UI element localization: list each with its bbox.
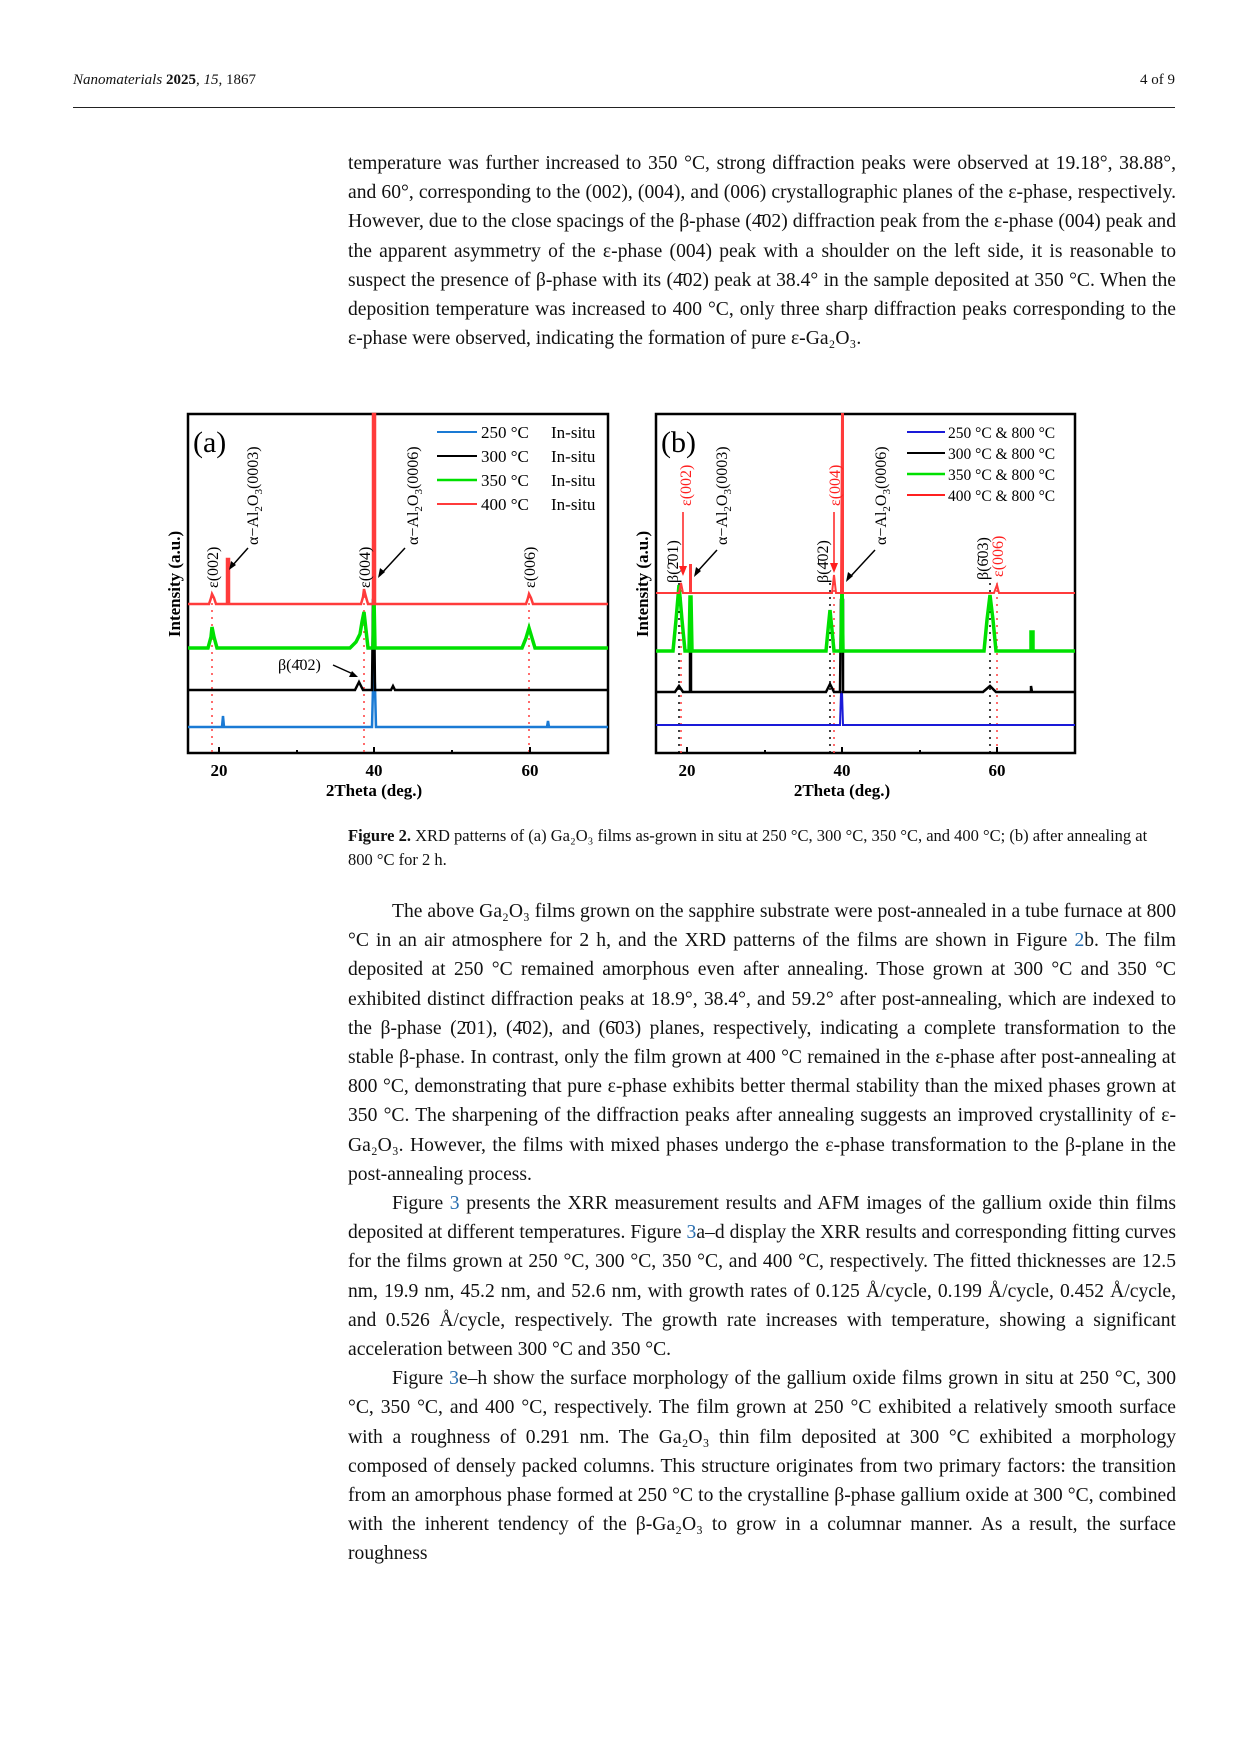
x-tick-60: 60 (521, 761, 539, 780)
journal-year: 2025 (165, 72, 196, 88)
legend-a (437, 423, 596, 514)
x-axis-label: 2Theta (deg.) (793, 781, 891, 800)
ann-e006: ε(006) (522, 546, 539, 588)
ann-e002: ε(002) (205, 546, 222, 588)
svg-text:400 °C & 800 °C: 400 °C & 800 °C (948, 488, 1056, 505)
x-axis-label: 2Theta (deg.) (325, 781, 423, 800)
svg-text:350 °C: 350 °C (481, 471, 529, 490)
ann-al2o3-0006-b: $\alpha-Al_2O_3(0006)$ (873, 446, 893, 545)
ann-b603: β(6̄03) (975, 537, 992, 580)
ann-e004: ε(004) (827, 464, 844, 506)
figure-3-link[interactable]: 3 (449, 1193, 460, 1215)
y-axis-label: Intensity (a.u.) (165, 530, 184, 638)
svg-text:400 °C: 400 °C (481, 495, 529, 514)
x-tick-60: 60 (988, 761, 1006, 780)
running-header: Nanomaterials 2025, 15, 1867 4 of 9 (73, 72, 1175, 88)
paragraph-3: Figure 3 presents the XRR measurement results and AFM images of the gallium oxide thin films deposited at different temperatures. Figure 3a–d display the XRR results and corresponding fitting curves for the films grown at 250 °C, 300 °C, 350 °C, and 400 °C, respectively. The fitted thicknesses are 12.5 nm, 19.9 nm, 45.2 nm, and 52.6 nm, with growth rates of 0.125 Å/cycle, 0.199 Å/cycle, 0.452 Å/cycle, and 0.526 Å/cycle, respectively. The growth rate increases with temperature, showing a significant acceleration between 300 °C and 350 °C. (348, 1193, 1176, 1361)
panel-label-a: (a) (193, 426, 227, 459)
paragraph-2: The above Ga₂O₃ films grown on the sapphire substrate were post-annealed in a tube furnace at 800 °C in an air atmosphere for 2 h, and the XRD patterns of the films are shown in Figure 2b. The film deposited at 250 °C remained amorphous even after annealing. Those grown at 300 °C and 350 °C exhibited distinct diffraction peaks at 18.9°, 38.4°, and 59.2° after post-annealing, which are indexed to the β-phase (2̄01), (4̄02), and (6̄03) planes, respectively, indicating a complete transformation to the stable β-phase. In contrast, only the film grown at 400 °C remained in the ε-phase after post-annealing at 800 °C, demonstrating that pure ε-phase exhibits better thermal stability than the mixed phases grown at 350 °C. The sharpening of the diffraction peaks after annealing suggests an improved crystallinity of ε-Ga₂O₃. However, the films with mixed phases undergo the ε-phase transformation to the β-plane in the post-annealing process. (348, 901, 1176, 1185)
panel-label-b: (b) (661, 426, 696, 459)
ann-e006: ε(006) (990, 535, 1007, 577)
svg-text:In-situ: In-situ (551, 447, 596, 466)
legend-b (907, 425, 1055, 505)
x-tick-20: 20 (210, 761, 228, 780)
svg-text:In-situ: In-situ (551, 495, 596, 514)
paragraph-4: Figure 3e–h show the surface morphology of the gallium oxide films grown in situ at 250 °C, 300 °C, 350 °C, and 400 °C, respectively. The film grown at 250 °C exhibited a relatively smooth surface with a roughness of 0.291 nm. The Ga₂O₃ thin film deposited at 300 °C exhibited a morphology composed of densely packed columns. This structure originates from two primary factors: the transition from an amorphous phase formed at 250 °C to the crystalline β-phase gallium oxide at 300 °C, combined with the inherent tendency of the β-Ga₂O₃ to grow in a columnar manner. As a result, the surface roughness (348, 1368, 1176, 1565)
caption-text: XRD patterns of (a) Ga₂O₃ films as-grown in situ at 250 °C, 300 °C, 350 °C, and 400 °C; (b) after annealing at 800 °C for 2 h. (348, 826, 1148, 869)
header-rule (73, 107, 1175, 108)
x-tick-40: 40 (365, 761, 383, 780)
figure-2 (160, 400, 1100, 810)
journal-volume: 15 (203, 72, 219, 88)
figure-3-link[interactable]: 3 (686, 1222, 697, 1244)
figure-caption (348, 824, 1176, 872)
journal-name: Nanomaterials (73, 72, 163, 88)
chart-panel-b (633, 414, 1075, 800)
svg-text:In-situ: In-situ (551, 423, 596, 442)
article-number: 1867 (225, 72, 256, 88)
svg-text:250 °C: 250 °C (481, 423, 529, 442)
ann-b402: β(4̄02) (815, 540, 832, 583)
page-number: 4 of 9 (1140, 72, 1175, 88)
ann-e002: ε(002) (678, 464, 695, 506)
x-tick-40: 40 (833, 761, 851, 780)
x-tick-20: 20 (678, 761, 696, 780)
ann-b201: β(2̄01) (665, 540, 682, 583)
ann-e004: ε(004) (357, 546, 374, 588)
caption-label: Figure 2. (348, 826, 411, 845)
y-axis-label: Intensity (a.u.) (633, 530, 652, 638)
svg-text:300 °C & 800 °C: 300 °C & 800 °C (948, 446, 1056, 463)
chart-panel-a (165, 414, 608, 800)
figure-2-link[interactable]: 2 (1074, 930, 1085, 952)
ann-al2o3-0003: $\alpha-Al_2O_3(0003)$ (245, 446, 265, 545)
svg-text:350 °C & 800 °C: 350 °C & 800 °C (948, 467, 1056, 484)
body-text-top (348, 149, 1176, 353)
body-text-bottom (348, 897, 1176, 1569)
svg-text:300 °C: 300 °C (481, 447, 529, 466)
ann-al2o3-0003-b: $\alpha-Al_2O_3(0003)$ (714, 446, 734, 545)
figure-3-link[interactable]: 3 (449, 1368, 459, 1390)
svg-text:250 °C & 800 °C: 250 °C & 800 °C (948, 425, 1056, 442)
paragraph-1: temperature was further increased to 350 °C, strong diffraction peaks were observed at 19.18°, 38.88°, and 60°, corresponding to the (002), (004), and (006) crystallographic planes of the ε-phase, respectively. However, due to the close spacings of the β-phase (4̄02) diffraction peak from the ε-phase (004) peak and the apparent asymmetry of the ε-phase (004) peak with a shoulder on the left side, it is reasonable to suspect the presence of β-phase with its (4̄02) peak at 38.4° in the sample deposited at 350 °C. When the deposition temperature was increased to 400 °C, only three sharp diffraction peaks corresponding to the ε-phase were observed, indicating the formation of pure ε-Ga₂O₃. (348, 153, 1176, 350)
svg-text:In-situ: In-situ (551, 471, 596, 490)
ann-b402: β(4̄02) (278, 657, 321, 674)
ann-al2o3-0006: $\alpha-Al_2O_3(0006)$ (405, 446, 425, 545)
